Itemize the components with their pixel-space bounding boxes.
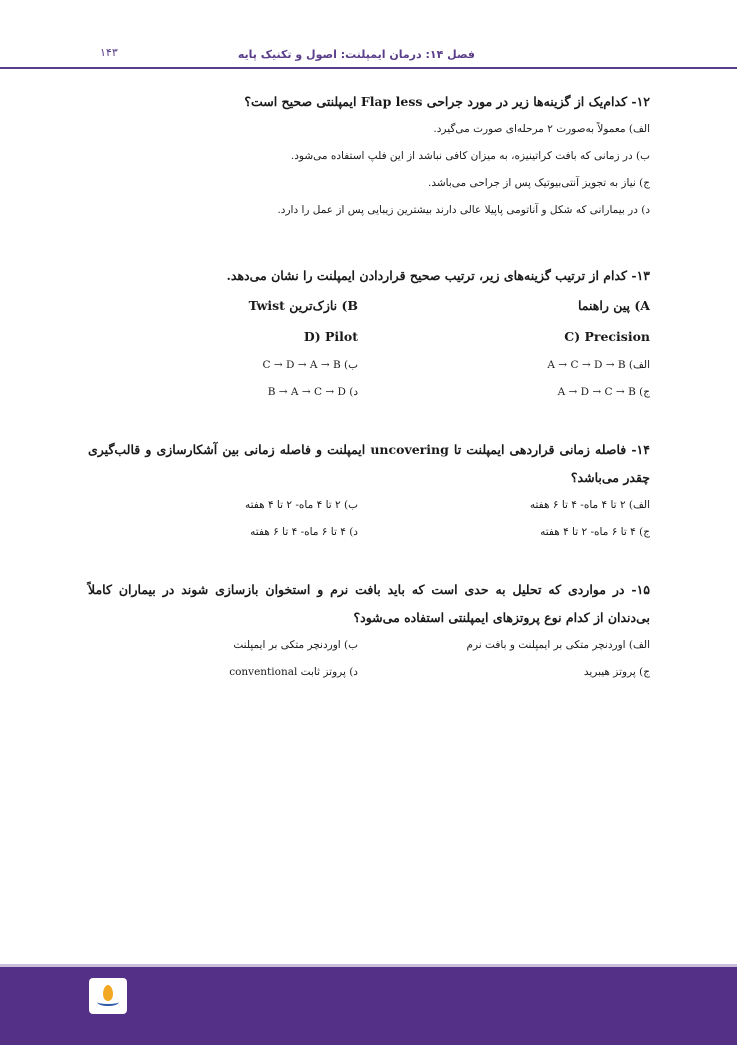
q13-item-d: D) Pilot [303, 329, 358, 344]
q13-items-row-2 [88, 321, 650, 352]
q15-options-row-1 [88, 632, 650, 659]
q14-options-row-1 [88, 492, 650, 519]
q13-options-row-2 [88, 379, 650, 406]
q13-option-dal [88, 379, 358, 406]
q13-option-alef-sequence: A → C → D → B [547, 359, 626, 371]
question-15: ۱۵- در مواردی که تحلیل به حدی است که باید بافت نرم و استخوان بازسازی شوند در بیماران کاملاً بی‌دندان از کدام نوع پروتزهای ایمپلنتی استفاده می‌شود؟ [88, 582, 650, 625]
q13-option-dal-sequence: B → A → C → D [267, 386, 346, 398]
logo-wave-shape [97, 998, 119, 1006]
q13-option-alef [380, 352, 650, 379]
questions-content [88, 88, 650, 686]
q13-option-be [88, 352, 358, 379]
q13-items-row-1 [88, 290, 650, 321]
question-14: ۱۴- فاصله زمانی قراردهی ایمپلنت تا uncovering ایمپلنت و فاصله زمانی بین آشکارسازی و قالب‌گیری چقدر می‌باشد؟ [88, 442, 650, 485]
chapter-title: فصل ۱۴: درمان ایمپلنت: اصول و تکنیک پایه [237, 48, 475, 61]
header-divider [0, 67, 737, 69]
spacer [88, 406, 650, 436]
question-13: ۱۳- کدام از ترتیب گزینه‌های زیر، ترتیب صحیح قراردادن ایمپلنت را نشان می‌دهد. [226, 268, 650, 283]
q13-item-b: B) نازک‌ترین Twist [248, 298, 358, 313]
page-number: ۱۴۳ [100, 46, 118, 59]
q14-option-c: ج) ۴ تا ۶ ماه- ۲ تا ۴ هفته [540, 526, 650, 538]
spacer [88, 546, 650, 576]
q13-option-jim-sequence: A → D → C → B [557, 386, 636, 398]
q13-option-be-sequence: C → D → A → B [262, 359, 341, 371]
q15-option-b: ب) اوردنچر متکی بر ایمپلنت [233, 639, 358, 651]
q12-option-b: ب) در زمانی که بافت کراتینیزه، به میزان کافی نباشد از این فلپ استفاده می‌شود. [290, 150, 650, 162]
q13-option-alef-label: الف) [628, 359, 650, 371]
q14-option-d: د) ۴ تا ۶ ماه- ۴ تا ۶ هفته [250, 526, 358, 538]
q12-option-d: د) در بیمارانی که شکل و آناتومی پاپیلا عالی دارند بیشترین زیبایی پس از عمل را دارد. [277, 204, 650, 216]
q12-option-c: ج) نیاز به تجویز آنتی‌بیوتیک پس از جراحی می‌باشد. [428, 177, 650, 189]
q13-item-c: C) Precision [564, 329, 650, 344]
q13-option-dal-label: د) [349, 386, 358, 398]
page-header [0, 40, 737, 68]
spacer [88, 224, 650, 262]
q14-option-b: ب) ۲ تا ۴ ماه- ۲ تا ۴ هفته [244, 499, 358, 511]
q15-options-row-2 [88, 659, 650, 686]
q13-item-a: A) پین راهنما [578, 298, 650, 313]
question-12: ۱۲- کدام‌یک از گزینه‌ها زیر در مورد جراحی Flap less ایمپلنتی صحیح است؟ [244, 94, 650, 109]
q15-option-d: د) پروتز ثابت conventional [229, 666, 358, 678]
q13-option-jim-label: ج) [639, 386, 650, 398]
publisher-logo-icon [89, 978, 127, 1014]
q14-option-a: الف) ۲ تا ۴ ماه- ۴ تا ۶ هفته [529, 499, 650, 511]
q15-option-c: ج) پروتز هیبرید [583, 666, 650, 678]
q14-options-row-2 [88, 519, 650, 546]
q13-option-be-label: ب) [344, 359, 358, 371]
q13-options-row-1 [88, 352, 650, 379]
q15-option-a: الف) اوردنچر متکی بر ایمپلنت و بافت نرم [466, 639, 650, 651]
q13-option-jim [380, 379, 650, 406]
q12-option-a: الف) معمولاً به‌صورت ۲ مرحله‌ای صورت می‌گیرد. [433, 123, 650, 135]
